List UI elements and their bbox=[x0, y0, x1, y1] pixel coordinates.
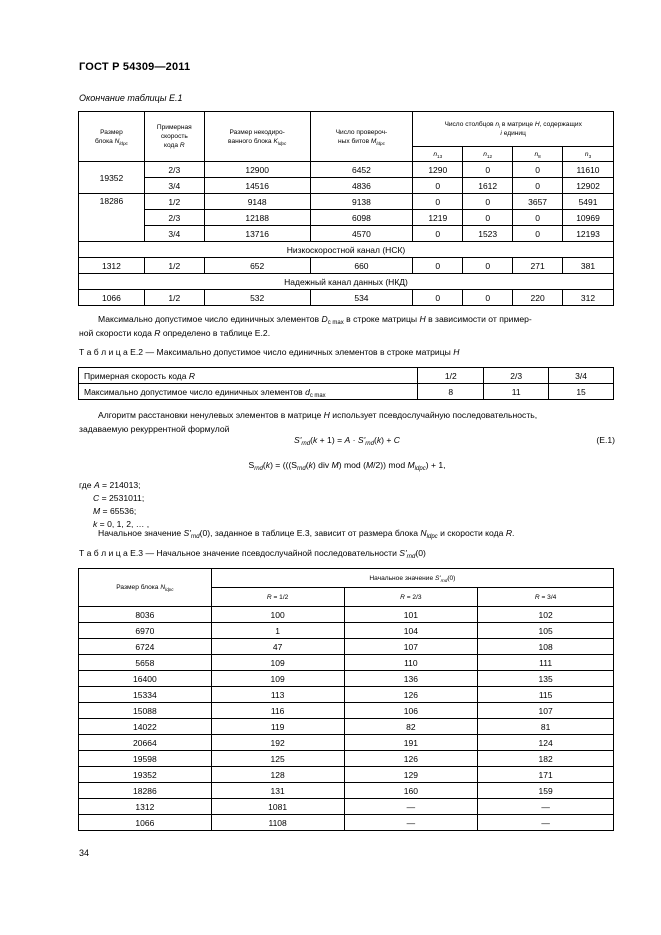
section-nsk: Низкоскоростной канал (НСК) bbox=[79, 242, 614, 258]
table-cell: 101 bbox=[344, 607, 478, 623]
table-row bbox=[79, 719, 614, 735]
table-cell: 182 bbox=[478, 751, 614, 767]
table-row: 2/3 12188 6098 1219 0 0 10969 bbox=[79, 210, 614, 226]
table-e2 bbox=[78, 367, 614, 400]
table-cell: 1081 bbox=[211, 799, 344, 815]
header-n8: $n_8$ bbox=[513, 147, 563, 162]
table-row bbox=[79, 751, 614, 767]
table-cell: 104 bbox=[344, 623, 478, 639]
table-row: 3/4 13716 4570 0 1523 0 12193 bbox=[79, 226, 614, 242]
table-cell: 160 bbox=[344, 783, 478, 799]
table-row bbox=[79, 639, 614, 655]
table-cell: 1066 bbox=[79, 815, 212, 831]
table-cell: 113 bbox=[211, 687, 344, 703]
table-cell: 131 bbox=[211, 783, 344, 799]
table-cell: 47 bbox=[211, 639, 344, 655]
table-cell: 15334 bbox=[79, 687, 212, 703]
table-cell: 6970 bbox=[79, 623, 212, 639]
table-row bbox=[79, 623, 614, 639]
table-cell: 1312 bbox=[79, 799, 212, 815]
table-row: Примерная скорость кода R 1/2 2/3 3/4 bbox=[79, 368, 614, 384]
equation-label: (Е.1) bbox=[596, 435, 615, 445]
table-row bbox=[79, 687, 614, 703]
table-cell: 115 bbox=[478, 687, 614, 703]
table-row: 18286 1/2 9148 9138 0 0 3657 5491 bbox=[79, 194, 614, 210]
table-cell: 108 bbox=[478, 639, 614, 655]
document-header: ГОСТ Р 54309—2011 bbox=[79, 61, 191, 73]
table-cell: 15088 bbox=[79, 703, 212, 719]
table-cell: 192 bbox=[211, 735, 344, 751]
table-cell: 5658 bbox=[79, 655, 212, 671]
table-row bbox=[79, 799, 614, 815]
table-cell: 126 bbox=[344, 687, 478, 703]
table-cell: — bbox=[478, 815, 614, 831]
table-row bbox=[79, 783, 614, 799]
table-cell: 100 bbox=[211, 607, 344, 623]
table-cell: 171 bbox=[478, 767, 614, 783]
table-cell: 1108 bbox=[211, 815, 344, 831]
table-cell: 159 bbox=[478, 783, 614, 799]
header-n13: $n_{13}$ bbox=[413, 147, 463, 162]
table-cell: 81 bbox=[478, 719, 614, 735]
table-cell: 82 bbox=[344, 719, 478, 735]
equation-srnd: $S_{rnd}(k) = (((S_{rnd}(k)$ div M) mod (M/2)) mod $M_{ldpc}) + 1$, bbox=[248, 460, 446, 472]
table-cell: 126 bbox=[344, 751, 478, 767]
table-cell: — bbox=[344, 815, 478, 831]
header-rate-2-3: R = 2/3 bbox=[344, 588, 478, 607]
table-e3-caption: Т а б л и ц а Е.3 — Начальное значение псевдослучайной последовательности $S'_{rnd}(0)$ bbox=[79, 548, 426, 560]
page-number: 34 bbox=[79, 848, 90, 858]
table-row bbox=[79, 607, 614, 623]
table-cell: 16400 bbox=[79, 671, 212, 687]
table-cell: 107 bbox=[478, 703, 614, 719]
header-n3: $n_3$ bbox=[563, 147, 614, 162]
table-row bbox=[79, 815, 614, 831]
table-e3 bbox=[78, 568, 614, 831]
table-row bbox=[79, 671, 614, 687]
header-block-size: Размер блока $N_{ldpc}$ bbox=[79, 112, 145, 162]
table-row bbox=[79, 767, 614, 783]
table-cell: 1 bbox=[211, 623, 344, 639]
section-nkd: Надежный канал данных (НКД) bbox=[79, 274, 614, 290]
table-e2-caption: Т а б л и ц а Е.2 — Максимально допустимое число единичных элементов в строке матрицы H bbox=[79, 347, 460, 357]
table-cell: 135 bbox=[478, 671, 614, 687]
header-column-count: Число столбцов $n_i$ в матрице H, содержащих i единиц bbox=[413, 112, 614, 147]
table-cell: 128 bbox=[211, 767, 344, 783]
table-cell: 124 bbox=[478, 735, 614, 751]
table-row bbox=[79, 655, 614, 671]
header-n12: $n_{12}$ bbox=[463, 147, 513, 162]
table-cell: 106 bbox=[344, 703, 478, 719]
table-cell: 125 bbox=[211, 751, 344, 767]
header-initial-value: Начальное значение $S'_{rnd}(0)$ bbox=[211, 569, 613, 588]
table-cell: 119 bbox=[211, 719, 344, 735]
table-row: 19352 2/3 12900 6452 1290 0 0 11610 bbox=[79, 162, 614, 178]
table-cell: — bbox=[478, 799, 614, 815]
header-rate-1-2: R = 1/2 bbox=[211, 588, 344, 607]
table-cell: 18286 bbox=[79, 783, 212, 799]
table-cell: 6724 bbox=[79, 639, 212, 655]
header-code-rate: Примерная скорость кода R bbox=[144, 112, 204, 162]
table-cell: 111 bbox=[478, 655, 614, 671]
table-cell: 14022 bbox=[79, 719, 212, 735]
paragraph-initial-value: Начальное значение $S'_{rnd}(0)$, заданное в таблице Е.3, зависит от размера блока $N_{ldpc}$ и скорости кода R. bbox=[98, 528, 515, 540]
paragraph-max-ones: Максимально допустимое число единичных элементов $D_{c max}$ в строке матрицы H в зависимости от пример- ной скорости кода R определено в таблице Е.2. bbox=[79, 314, 532, 338]
table-cell: 107 bbox=[344, 639, 478, 655]
header-block-size: Размер блока $N_{ldpc}$ bbox=[79, 569, 212, 607]
table-row: Максимально допустимое число единичных элементов $d_{c max}$ 8 11 15 bbox=[79, 384, 614, 400]
table-cell: 20664 bbox=[79, 735, 212, 751]
paragraph-algorithm: Алгоритм расстановки ненулевых элементов в матрице H использует псевдослучайную последовательность, задаваемую рекуррентной формулой bbox=[79, 410, 538, 434]
table-cell: 8036 bbox=[79, 607, 212, 623]
table-cell: 19598 bbox=[79, 751, 212, 767]
table-cell: 109 bbox=[211, 655, 344, 671]
table-row bbox=[79, 735, 614, 751]
table-cell: 116 bbox=[211, 703, 344, 719]
table-cell: 129 bbox=[344, 767, 478, 783]
table-cell: — bbox=[344, 799, 478, 815]
header-rate-3-4: R = 3/4 bbox=[478, 588, 614, 607]
table-e1 bbox=[78, 111, 614, 306]
header-parity-bits: Число провероч- ных битов $M_{ldpc}$ bbox=[310, 112, 413, 162]
equation-e1: $S'_{rnd}(k + 1) = A \cdot S'_{rnd}(k) + C$ (Е.1) bbox=[294, 435, 615, 447]
table-e1-caption: Окончание таблицы Е.1 bbox=[79, 93, 183, 103]
table-row: 3/4 14516 4836 0 1612 0 12902 bbox=[79, 178, 614, 194]
header-uncoded-block: Размер некодиро- ванного блока $K_{ldpc}$ bbox=[204, 112, 310, 162]
table-cell: 109 bbox=[211, 671, 344, 687]
table-row: 1312 1/2 652 660 0 0 271 381 bbox=[79, 258, 614, 274]
table-cell: 110 bbox=[344, 655, 478, 671]
table-cell: 105 bbox=[478, 623, 614, 639]
table-cell: 102 bbox=[478, 607, 614, 623]
table-row bbox=[79, 703, 614, 719]
table-cell: 136 bbox=[344, 671, 478, 687]
table-cell: 19352 bbox=[79, 767, 212, 783]
equation-variables: где A = 214013; C = 2531011; M = 65536; k = 0, 1, 2, … , bbox=[79, 480, 150, 529]
table-cell: 191 bbox=[344, 735, 478, 751]
table-row: 1066 1/2 532 534 0 0 220 312 bbox=[79, 290, 614, 306]
